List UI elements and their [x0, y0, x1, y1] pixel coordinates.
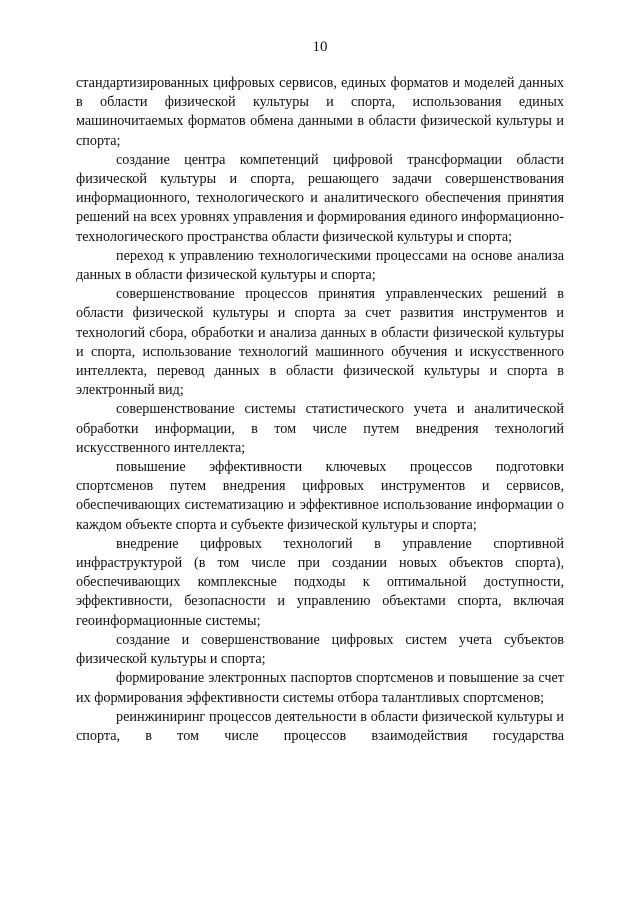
paragraph-reengineering: реинжиниринг процессов деятельности в области физической культуры и спорта, в том числе процессов взаимодействия государства — [76, 708, 564, 744]
paragraph-accounting-systems: создание и совершенствование цифровых систем учета субъектов физической культуры и спорта; — [76, 631, 564, 668]
page-number: 10 — [312, 39, 328, 55]
document-body — [76, 74, 564, 746]
paragraph-sports-infrastructure: внедрение цифровых технологий в управление спортивной инфраструктурой (в том числе при создании новых объектов спорта), обеспечивающих комплексные подходы к оптимальной доступности, эффективности, безопасности и управлению объектами спорта, включая геоинформационные системы; — [76, 535, 564, 629]
paragraph-electronic-passports: формирование электронных паспортов спортсменов и повышение за счет их формирования эффективности системы отбора талантливых спортсменов; — [76, 670, 564, 706]
paragraph-data-driven-management: переход к управлению технологическими процессами на основе анализа данных в области физической культуры и спорта; — [76, 247, 564, 284]
paragraph-decision-making: совершенствование процессов принятия управленческих решений в области физической культуры и спорта за счет развития инструментов и технологий сбора, обработки и анализа данных в области физической культуры и спорта, использование технологий машинного обучения и искусственного интеллекта, перевод данных в области физической культуры и спорта в электронный вид; — [76, 286, 564, 399]
paragraph-competence-center: создание центра компетенций цифровой трансформации области физической культуры и спорта, решающего задачи совершенствования информационного, технологического и аналитического обеспечения принятия решений на всех уровнях управления и формирования единого информационно-технологического пространства области физической культуры и спорта; — [76, 151, 564, 245]
paragraph-statistical-accounting: совершенствование системы статистического учета и аналитической обработки информации, в том числе путем внедрения технологий искусственного интеллекта; — [76, 401, 564, 456]
paragraph-athlete-training: повышение эффективности ключевых процессов подготовки спортсменов путем внедрения цифровых инструментов и сервисов, обеспечивающих систематизацию и эффективное использование информации о каждом объекте спорта и субъекте физической культуры и спорта; — [76, 459, 564, 533]
paragraph-1-continuation: стандартизированных цифровых сервисов, единых форматов и моделей данных в области физической культуры и спорта, использования единых машиночитаемых форматов обмена данными в области физической культуры и спорта; — [76, 75, 564, 149]
